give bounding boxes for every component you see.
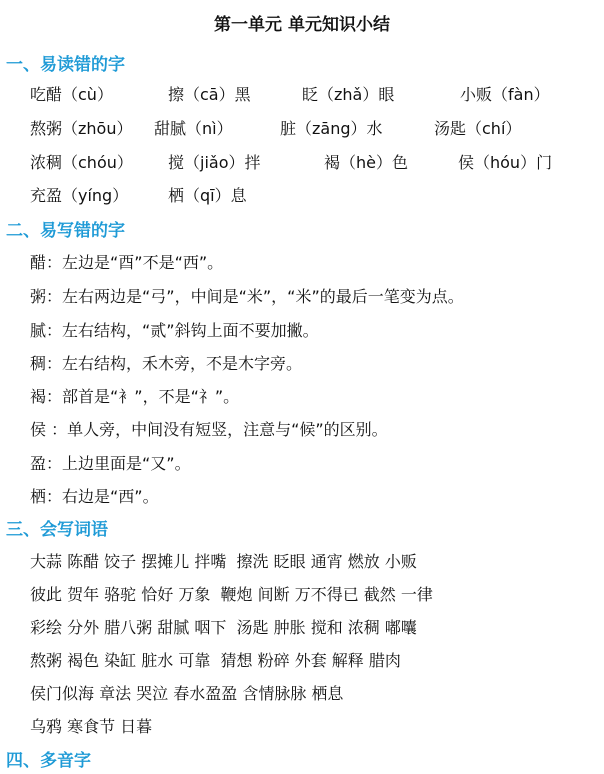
write-error-line: 稠：左右结构，禾木旁，不是木字旁。 [30,354,303,373]
write-error-line: 栖：右边是“西”。 [30,487,159,506]
read-error-item: 浓稠（chóu） [30,153,133,172]
read-error-item: 吃醋（cù） [30,85,113,104]
word-row: 熬粥 褐色 染缸 脏水 可靠 猜想 粉碎 外套 解释 腊肉 [30,651,401,670]
read-error-item: 甜腻（nì） [154,119,233,138]
section-heading-polyphones: 四、多音字 [6,751,91,771]
section-heading-write-errors: 二、易写错的字 [6,221,125,241]
write-error-line: 腻：左右结构，“贰”斜钩上面不要加撇。 [30,321,319,340]
write-error-line: 粥：左右两边是“弓”，中间是“米”，“米”的最后一笔变为点。 [30,287,464,306]
write-error-line: 褐：部首是“衤”，不是“礻”。 [30,387,240,406]
page-title: 第一单元 单元知识小结 [214,15,390,35]
word-row: 彼此 贺年 骆驼 恰好 万象 鞭炮 间断 万不得已 截然 一律 [30,585,433,604]
read-error-item: 眨（zhǎ）眼 [302,85,395,104]
read-error-item: 擦（cā）黑 [168,85,251,104]
read-error-item: 栖（qī）息 [168,186,247,205]
word-row: 大蒜 陈醋 饺子 摆摊儿 拌嘴 擦洗 眨眼 通宵 燃放 小贩 [30,552,417,571]
read-error-item: 褐（hè）色 [324,153,408,172]
read-error-item: 侯（hóu）门 [458,153,553,172]
write-error-line: 盈：上边里面是“又”。 [30,454,191,473]
write-error-line: 醋：左边是“酉”不是“西”。 [30,253,224,272]
read-error-item: 搅（jiǎo）拌 [168,153,261,172]
section-heading-words: 三、会写词语 [6,520,108,540]
read-error-item: 小贩（fàn） [460,85,550,104]
write-error-line: 侯 ：单人旁，中间没有短竖，注意与“候”的区别。 [30,420,388,439]
word-row: 彩绘 分外 腊八粥 甜腻 咽下 汤匙 肿胀 搅和 浓稠 嘟囔 [30,618,417,637]
read-error-item: 脏（zāng）水 [280,119,383,138]
read-error-item: 汤匙（chí） [434,119,522,138]
read-error-item: 充盈（yíng） [30,186,129,205]
word-row: 乌鸦 寒食节 日暮 [30,717,153,736]
word-row: 侯门似海 章法 哭泣 春水盈盈 含情脉脉 栖息 [30,684,344,703]
read-error-item: 熬粥（zhōu） [30,119,133,138]
section-heading-read-errors: 一、易读错的字 [6,55,125,75]
